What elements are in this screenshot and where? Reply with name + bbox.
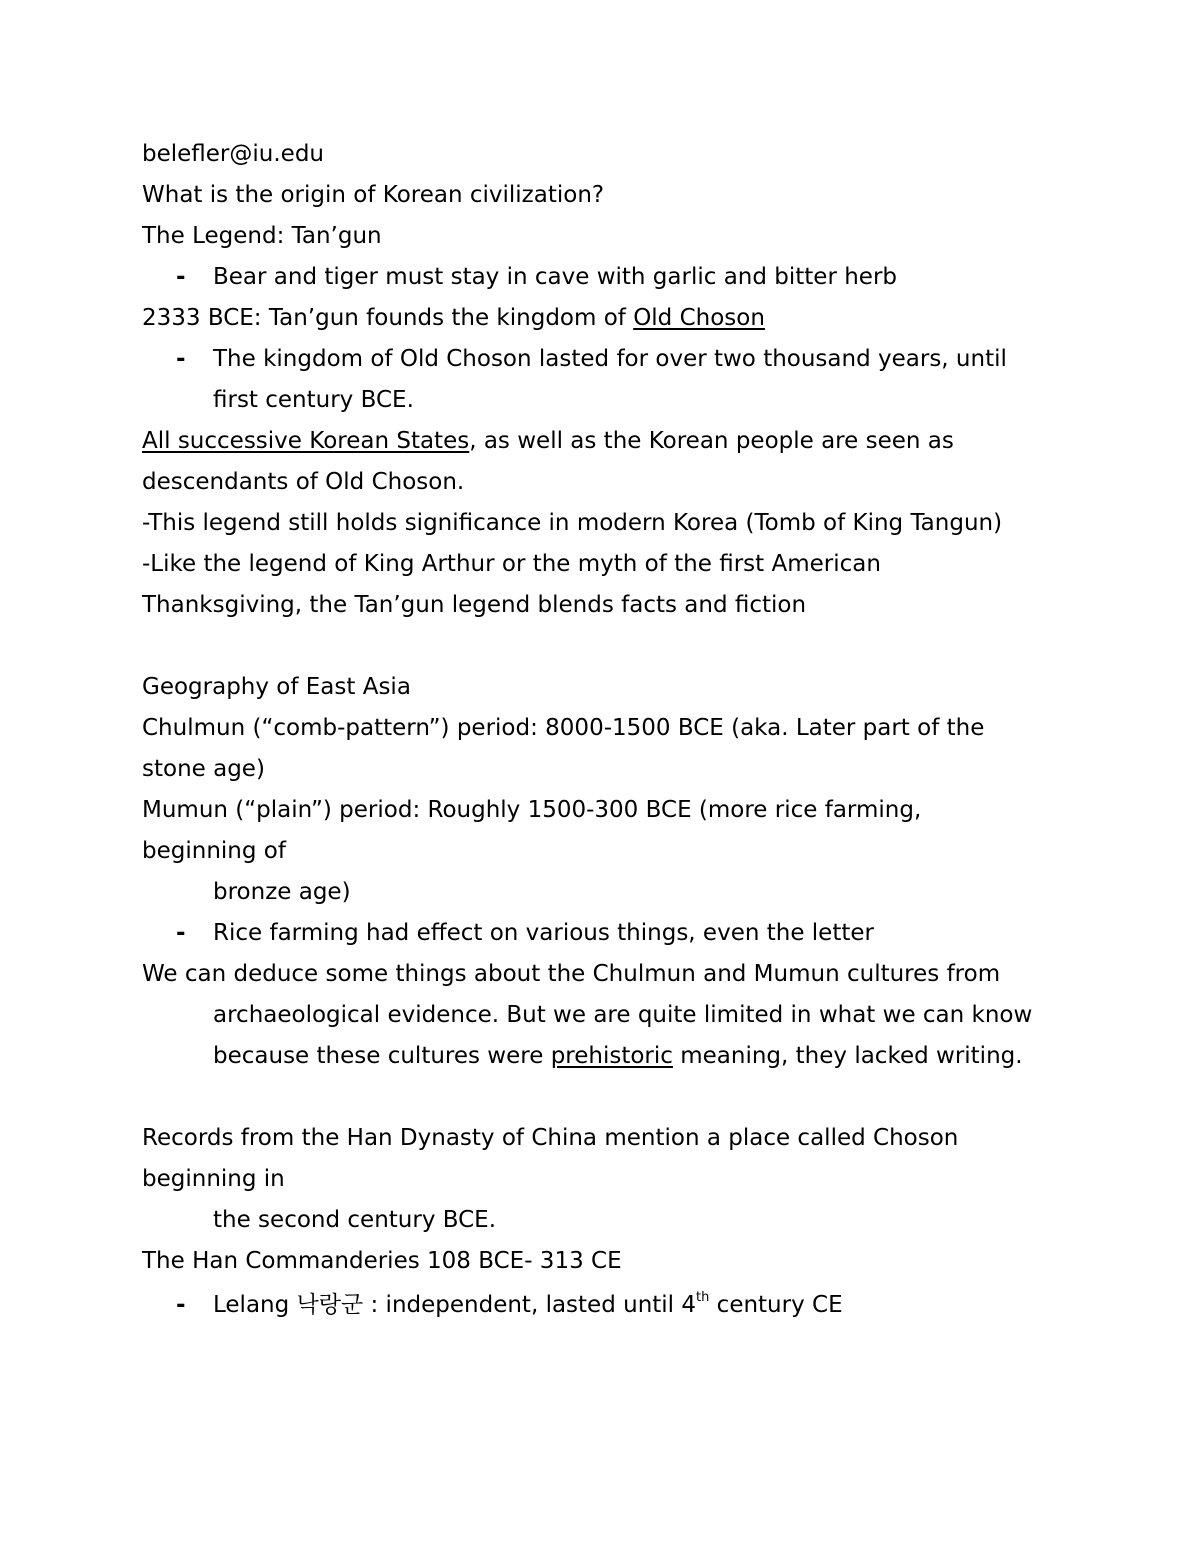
- successive-line: [142, 421, 1072, 462]
- bullet-text: The kingdom of Old Choson lasted for over two thousand years, until: [213, 346, 1007, 372]
- lelang-text: Lelang 낙랑군 : independent, lasted until 4: [213, 1292, 697, 1318]
- bullet-dash: -: [176, 264, 186, 290]
- arthur-line-1: -Like the legend of King Arthur or the myth of the first American: [142, 551, 881, 577]
- question-line: What is the origin of Korean civilization?: [142, 182, 605, 208]
- email-line: belefler@iu.edu: [142, 141, 324, 167]
- chulmun-line-1: Chulmun (“comb-pattern”) period: 8000-1500 BCE (aka. Later part of the: [142, 715, 985, 741]
- prehistoric-underlined: prehistoric: [550, 1043, 673, 1069]
- arthur-line-2: Thanksgiving, the Tan’gun legend blends facts and fiction: [142, 592, 807, 618]
- bullet-dash: -: [176, 1292, 186, 1318]
- geography-heading: Geography of East Asia: [142, 674, 411, 700]
- successive-underlined: All successive Korean States: [142, 428, 470, 454]
- bullet-lasted-continuation: first century BCE.: [213, 387, 414, 413]
- bullet-text: Bear and tiger must stay in cave with garlic and bitter herb: [213, 264, 898, 290]
- records-line-2: beginning in: [142, 1166, 285, 1192]
- deduce-line-2: archaeological evidence. But we are quite limited in what we can know: [213, 1002, 1033, 1028]
- bullet-rice: [142, 913, 1072, 954]
- bullet-text: Rice farming had effect on various things, even the letter: [213, 920, 874, 946]
- document-body: [142, 134, 1072, 1326]
- deduce-text: because these cultures were: [213, 1043, 551, 1069]
- blank-line: [142, 1077, 1072, 1118]
- deduce-line-1: We can deduce some things about the Chulmun and Mumun cultures from: [142, 961, 1001, 987]
- chulmun-line-2: stone age): [142, 756, 265, 782]
- founding-line: [142, 298, 1072, 339]
- legend-heading: The Legend: Tan’gun: [142, 223, 382, 249]
- commanderies-line: The Han Commanderies 108 BCE- 313 CE: [142, 1248, 622, 1274]
- significance-line: -This legend still holds significance in modern Korea (Tomb of King Tangun): [142, 510, 1003, 536]
- mumun-line-1: Mumun (“plain”) period: Roughly 1500-300 BCE (more rice farming,: [142, 797, 922, 823]
- blank-line: [142, 626, 1072, 667]
- records-line-1: Records from the Han Dynasty of China mention a place called Choson: [142, 1125, 959, 1151]
- bullet-lasted: [142, 339, 1072, 380]
- lelang-text-end: century CE: [709, 1292, 843, 1318]
- ordinal-superscript: th: [696, 1290, 710, 1305]
- descendants-line: descendants of Old Choson.: [142, 469, 465, 495]
- bullet-dash: -: [176, 920, 186, 946]
- mumun-line-3: bronze age): [213, 879, 351, 905]
- bullet-bear-tiger: [142, 257, 1072, 298]
- successive-text: , as well as the Korean people are seen as: [469, 428, 954, 454]
- bullet-lelang: [142, 1285, 1072, 1326]
- records-line-3: the second century BCE.: [213, 1207, 497, 1233]
- mumun-line-2: beginning of: [142, 838, 286, 864]
- deduce-line-3: [142, 1036, 1072, 1077]
- old-choson-underlined: Old Choson: [633, 305, 765, 331]
- deduce-text-end: meaning, they lacked writing.: [672, 1043, 1023, 1069]
- founding-text: 2333 BCE: Tan’gun founds the kingdom of: [142, 305, 634, 331]
- bullet-dash: -: [176, 346, 186, 372]
